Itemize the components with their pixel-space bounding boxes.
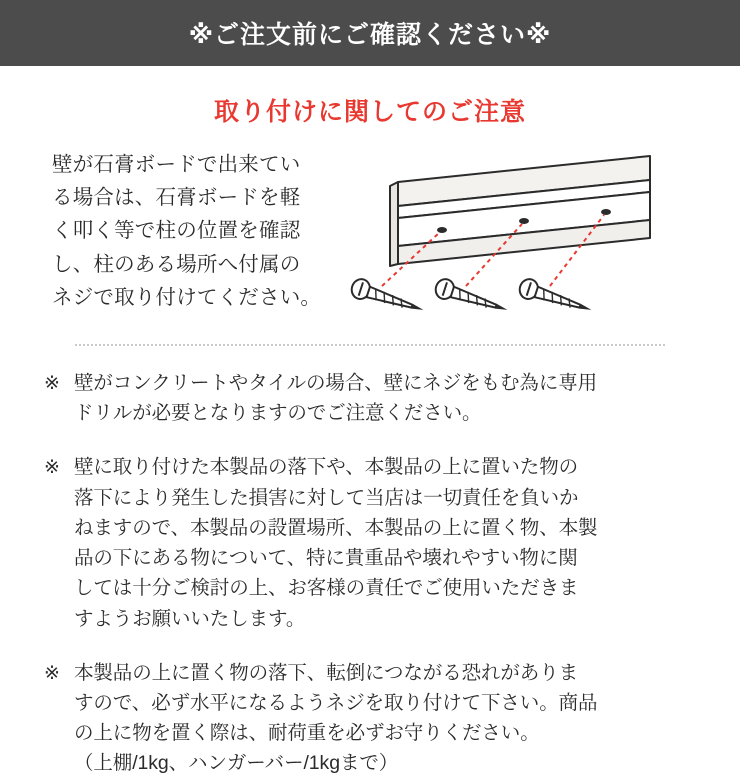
note-text-line: 壁がコンクリートやタイルの場合、壁にネジをもむ為に専用 (74, 372, 598, 394)
section-heading: 取り付けに関してのご注意 (213, 98, 526, 126)
note-text-line: ねますので、本製品の設置場所、本製品の上に置く物、本製 (74, 516, 598, 539)
intro-text-line: く叩く等で柱の位置を確認 (52, 219, 301, 243)
notes-list (0, 368, 740, 779)
note-text (74, 452, 706, 633)
note-text-line: ドリルが必要となりますのでご注意ください。 (74, 402, 482, 425)
note-item (44, 452, 706, 633)
intro-section (0, 146, 740, 326)
note-item (44, 658, 706, 779)
intro-text (52, 146, 344, 326)
note-text-line: しては十分ご検討の上、お客様の責任でご使用いただきま (74, 577, 579, 600)
dotted-divider (75, 344, 665, 346)
note-text-line: すので、必ず水平になるようネジを取り付けて下さい。商品 (74, 691, 598, 714)
note-text-line: 落下により発生した損害に対して当店は一切責任を負いか (74, 486, 579, 509)
note-text-line: 品の下にある物について、特に貴重品や壊れやすい物に関 (74, 547, 578, 570)
note-text (74, 658, 706, 779)
note-text (74, 368, 706, 428)
note-text-line: 壁に取り付けた本製品の落下や、本製品の上に置いた物の (74, 456, 579, 479)
wall-shelf-with-screws-illustration (344, 146, 698, 326)
note-bullet-mark: ※ (44, 373, 60, 394)
note-text-line: 本製品の上に置く物の落下、転倒につながる恐れがありま (74, 661, 579, 684)
page-header-title: ※ご注文前にご確認ください※ (188, 21, 552, 49)
note-bullet-mark: ※ (44, 662, 60, 684)
note-text-line: の上に物を置く際は、耐荷重を必ずお守りください。 (74, 722, 540, 745)
intro-text-line: ネジで取り付けてください。 (52, 285, 322, 309)
note-text-line: すようお願いいたします。 (74, 607, 306, 630)
intro-text-line: 壁が石膏ボードで出来てい (52, 153, 301, 176)
page-header-bar (0, 0, 740, 66)
note-bullet-mark: ※ (44, 457, 60, 479)
note-item (44, 368, 706, 428)
intro-text-line: し、柱のある場所へ付属の (52, 252, 301, 276)
intro-text-line: る場合は、石膏ボードを軽 (52, 186, 301, 210)
note-text-line: （上棚/1kg、ハンガーバー/1kgまで） (74, 752, 399, 775)
